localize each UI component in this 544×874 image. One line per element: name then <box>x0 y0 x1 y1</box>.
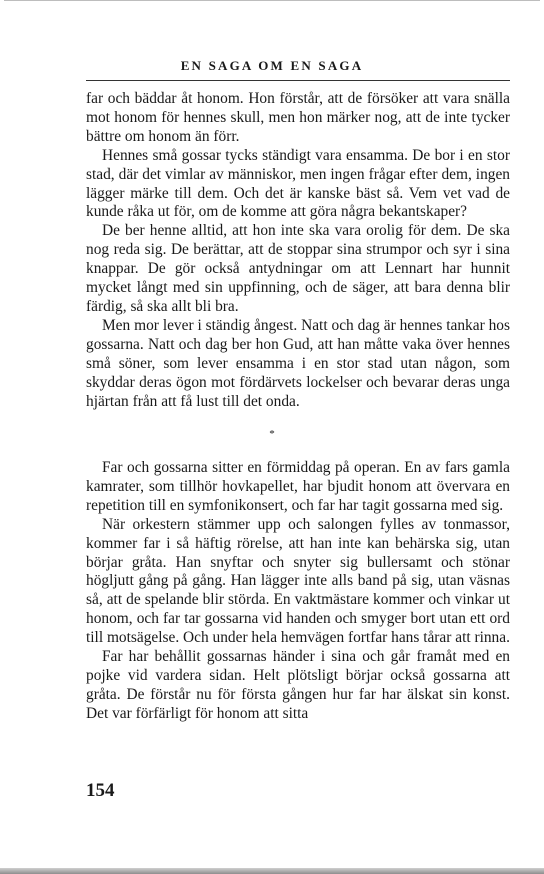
text-section-2 <box>86 459 510 724</box>
paragraph: far och bäddar åt honom. Hon förstår, att de försöker att vara snälla mot honom för hennes skull, men hon märker nog, att de inte tycker bättre om honom än förr. <box>86 90 510 145</box>
paragraph: De ber henne alltid, att hon inte ska vara orolig för dem. De ska nog reda sig. De berättar, att de stoppar sina strumpor och syr i sina knappar. De gör också antydningar om att Lennart har hunnit mycket långt med sin uppfinning, och de säger, att bara denna blir färdig, så ska allt bli bra. <box>86 222 510 315</box>
scan-edge-bottom <box>0 868 544 874</box>
paragraph: När orkestern stämmer upp och salongen fylles av tonmassor, kommer far i så häftig rörelse, att han inte kan behärska sig, utan börjar gråta. Han snyftar och snyter sig bullersamt och stönar högljutt gång på gång. Han lägger inte alls band på sig, utan väsnas så, att de spelande blir störda. En vaktmästare kommer och vinkar ut honom, och far tar gossarna vid handen och smyger bort utan ett ord till motsägelse. Och under hela hemvägen fortfar hans tårar att rinna. <box>86 515 510 647</box>
page-number: 154 <box>86 780 115 801</box>
paragraph: Men mor lever i ständig ångest. Natt och dag är hennes tankar hos gossarna. Natt och dag ber hon Gud, att han måtte vaka över hennes små söner, som lever ensamma i en stor stad utan någon, som skyddar deras ögon mot fördärvets lockelser och bevarar deras unga hjärtan från att få lust till det onda. <box>86 316 510 410</box>
running-header: EN SAGA OM EN SAGA <box>180 58 364 73</box>
paragraph: Hennes små gossar tycks ständigt vara ensamma. De bor i en stor stad, där det vimlar av människor, men ingen frågar efter dem, ingen lägger märke till dem. Och det är kanske bäst så. Vem vet vad de kunde råka ut för, om de komme att göra några bekantskaper? <box>86 146 510 221</box>
text-section-1 <box>86 90 510 411</box>
paragraph: Far och gossarna sitter en förmiddag på operan. En av fars gamla kamrater, som tillhör hovkapellet, har bjudit honom att övervara en repetition till en symfonikonsert, och far har tagit gossarna med sig. <box>86 459 510 514</box>
section-separator: * <box>269 428 275 440</box>
header-rule <box>86 80 510 81</box>
paragraph: Far har behållit gossarnas händer i sina och går framåt med en pojke vid vardera sidan. Helt plötsligt börjar också gossarna att gråta. De förstår nu för första gången hur far har älskat sin konst. Det var förfärligt för honom att sitta <box>86 648 510 722</box>
scan-edge-top <box>4 0 540 3</box>
